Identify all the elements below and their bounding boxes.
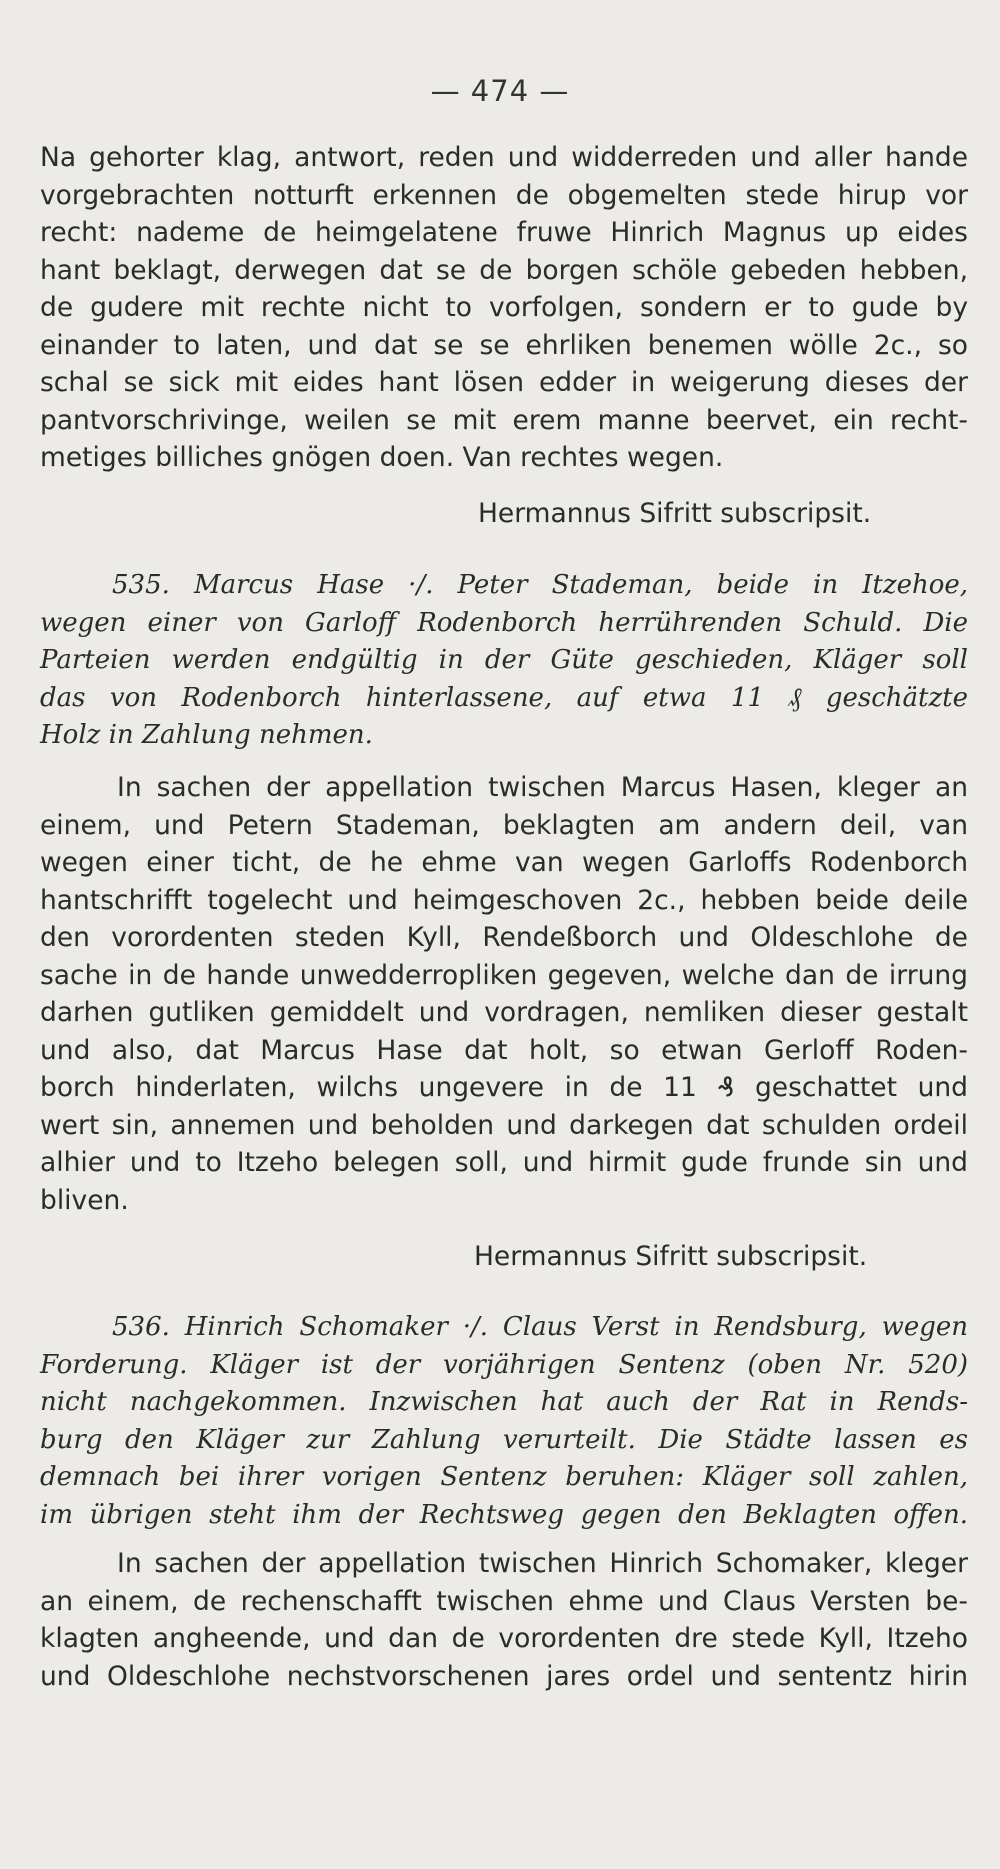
entry-536-text [40,1545,968,1695]
summary-line: Holz in Zahlung nehmen. [40,720,373,750]
entry-535-summary [40,567,968,755]
text-line: klagten angheende, und dan de vorordenten dre stede Kyll, Itzeho [40,1623,968,1654]
text-line: borch hinderlaten, wilchs ungevere in de 11 ₰ geschattet und [40,1072,968,1103]
text-line: sache in de hande unwedderropliken gegeven, welche dan de irrung [40,959,968,991]
signature: Hermannus Sifritt subscripsit. [474,1241,868,1272]
summary-line: im übrigen steht ihm der Rechtsweg gegen den Beklagten offen. [40,1499,968,1530]
text-line: hantschrifft togelecht und heimgeschoven 2c., hebben beide deile [40,884,968,916]
entry-535-text [40,769,968,1219]
continuation-paragraph [40,139,968,477]
text-line: recht: nademe de heimgelatene fruwe Hinrich Magnus up eides [40,217,968,248]
text-line: In sachen der appellation twischen Marcus Hasen, kleger an [117,772,968,803]
text-line: Na gehorter klag, antwort, reden und widderreden und aller hande [40,142,968,173]
summary-line: nicht nachgekommen. Inzwischen hat auch der Rat in Rends- [40,1387,968,1417]
signature: Hermannus Sifritt subscripsit. [478,498,872,529]
text-line: In sachen der appellation twischen Hinrich Schomaker, kleger [117,1548,968,1579]
text-line: metiges billiches gnögen doen. Van rechtes wegen. [40,442,724,473]
summary-line: demnach bei ihrer vorigen Sentenz beruhen: Kläger soll zahlen, [40,1462,968,1492]
text-line: alhier und to Itzeho belegen soll, und hirmit gude frunde sin und [40,1147,968,1178]
text-line: und also, dat Marcus Hase dat holt, so etwan Gerloff Roden- [40,1034,968,1066]
text-line: einem, und Petern Stademan, beklagten am andern deil, van [40,809,968,841]
summary-line: wegen einer von Garloff Rodenborch herrührenden Schuld. Die [40,607,968,638]
text-line: vorgebrachten notturft erkennen de obgemelten stede hirup vor [40,179,968,211]
text-line: pantvorschrivinge, weilen se mit erem manne beervet, ein recht- [40,404,968,436]
text-line: bliven. [40,1184,129,1216]
text-line: den vorordenten steden Kyll, Rendeßborch und Oldeschlohe de [40,922,968,953]
text-line: wert sin, annemen und beholden und darkegen dat schulden ordeil [40,1109,968,1141]
entry-536-summary [40,1309,968,1534]
text-line: wegen einer ticht, de he ehme van wegen Garloffs Rodenborch [40,847,968,878]
text-line: an einem, de rechenschafft twischen ehme und Claus Versten be- [40,1585,968,1617]
summary-line: burg den Kläger zur Zahlung verurteilt. Die Städte lassen es [40,1424,968,1455]
text-line: hant beklagt, derwegen dat se de borgen schöle gebeden hebben, [40,254,968,286]
text-line: de gudere mit rechte nicht to vorfolgen, sondern er to gude by [40,292,968,323]
text-line: darhen gutliken gemiddelt und vordragen, nemliken dieser gestalt [40,997,968,1028]
text-line: einander to laten, und dat se se ehrliken benemen wölle 2c., so [40,329,968,361]
summary-line: 536. Hinrich Schomaker ·/. Claus Verst in Rendsburg, wegen [112,1312,968,1342]
text-line: schal se sick mit eides hant lösen edder in weigerung dieses der [40,367,968,398]
text-line: und Oldeschlohe nechstvorschenen jares ordel und sententz hirin [40,1660,968,1692]
summary-line: das von Rodenborch hinterlassene, auf etwa 11 ₰ geschätzte [40,682,968,713]
summary-line: Parteien werden endgültig in der Güte geschieden, Kläger soll [40,645,968,675]
summary-line: 535. Marcus Hase ·/. Peter Stademan, beide in Itzehoe, [112,570,968,600]
page-number: — 474 — [430,74,570,108]
summary-line: Forderung. Kläger ist der vorjährigen Sentenz (oben Nr. 520) [40,1349,968,1380]
